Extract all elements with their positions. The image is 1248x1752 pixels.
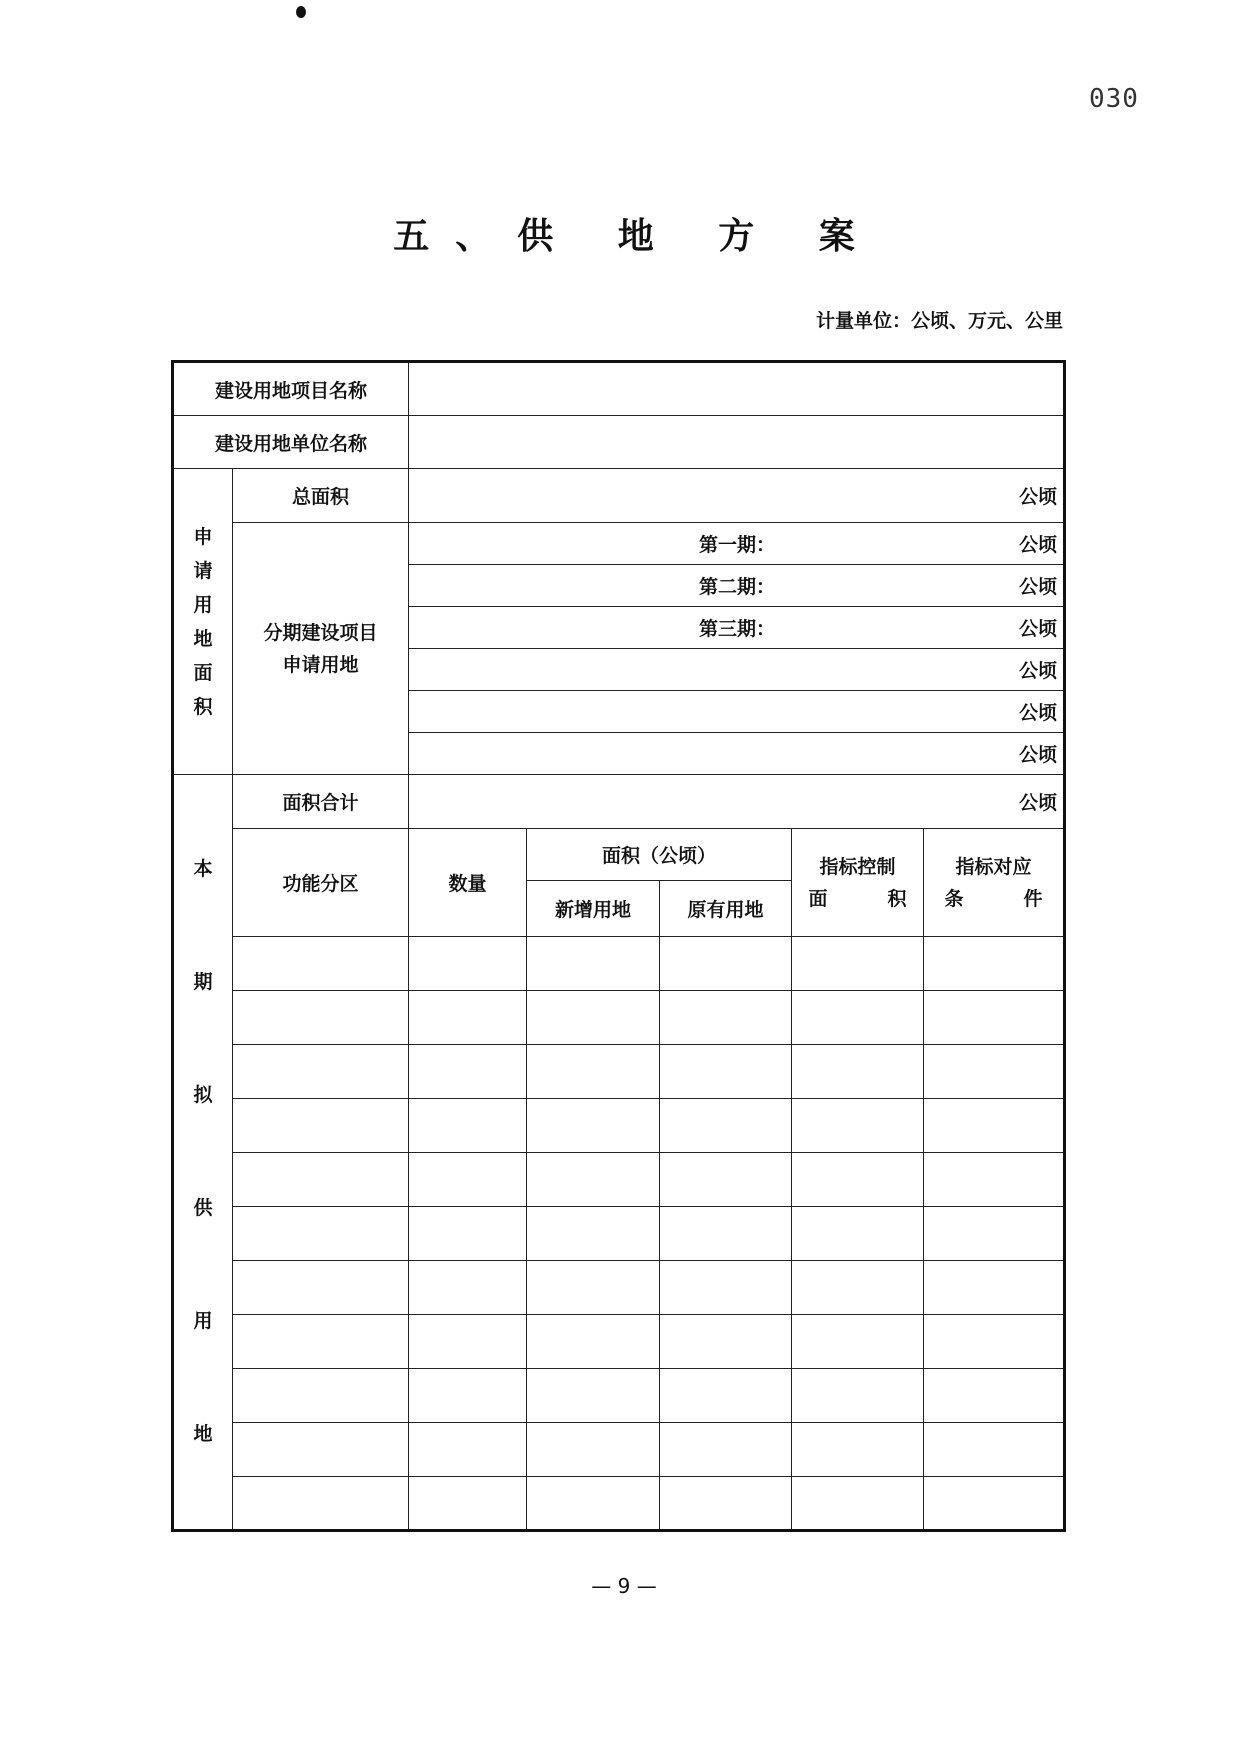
table-cell[interactable] [924,1477,1065,1531]
table-cell[interactable] [409,1099,527,1153]
table-cell[interactable] [409,937,527,991]
table-row [173,991,1065,1045]
table-cell[interactable] [792,1369,924,1423]
table-cell[interactable] [527,1477,660,1531]
table-cell[interactable] [792,1261,924,1315]
table-cell[interactable] [233,1477,409,1531]
table-cell[interactable] [660,1423,792,1477]
table-cell[interactable] [924,1261,1065,1315]
table-cell[interactable] [924,1045,1065,1099]
table-cell[interactable] [924,1207,1065,1261]
table-row [173,1315,1065,1369]
unit-hectare: 公顷 [1019,618,1058,640]
table-cell[interactable] [409,991,527,1045]
table-cell[interactable] [409,1423,527,1477]
phase-2-label: 第二期： [699,576,776,598]
area-total-row [173,775,1065,829]
table-cell[interactable] [527,1315,660,1369]
supply-vertical-label [173,775,233,1531]
control-area-line2 [798,883,917,915]
table-cell[interactable] [924,991,1065,1045]
table-cell[interactable] [527,1153,660,1207]
table-cell[interactable] [527,1423,660,1477]
table-row [173,937,1065,991]
table-row [173,1369,1065,1423]
table-cell[interactable] [233,991,409,1045]
control-area-line1: 指标控制 [819,855,896,878]
table-cell[interactable] [924,937,1065,991]
control-area-char2: 积 [887,887,907,910]
land-supply-form [171,360,1066,1532]
phase-row-1 [173,523,1065,565]
control-area-char1: 面 [808,887,828,910]
phase-3-label: 第三期： [699,618,776,640]
new-land-header: 新增用地 [527,881,660,937]
table-cell[interactable] [660,991,792,1045]
unit-name-row [173,416,1065,469]
conditions-char2: 件 [1023,887,1043,910]
total-area-label: 总面积 [233,469,409,523]
table-row [173,1099,1065,1153]
table-cell[interactable] [409,1477,527,1531]
table-cell[interactable] [233,1099,409,1153]
unit-name-label: 建设用地单位名称 [173,416,409,469]
table-cell[interactable] [660,1153,792,1207]
table-cell[interactable] [527,991,660,1045]
table-cell[interactable] [660,1369,792,1423]
table-cell[interactable] [527,1207,660,1261]
table-cell[interactable] [527,1045,660,1099]
unit-hectare: 公顷 [1019,744,1058,766]
table-cell[interactable] [409,1369,527,1423]
control-area-header [792,829,924,937]
table-cell[interactable] [527,1261,660,1315]
conditions-header [924,829,1065,937]
conditions-line2 [930,883,1057,915]
table-cell[interactable] [233,937,409,991]
page-stamp: 030 [1089,84,1139,114]
table-cell[interactable] [792,1153,924,1207]
table-cell[interactable] [660,1099,792,1153]
phase-1-label: 第一期： [699,534,776,556]
unit-hectare: 公顷 [1019,486,1058,508]
table-cell[interactable] [792,1099,924,1153]
table-cell[interactable] [233,1261,409,1315]
table-cell[interactable] [792,991,924,1045]
unit-hectare: 公顷 [1019,534,1058,556]
phased-label [233,523,409,775]
table-cell[interactable] [409,1153,527,1207]
table-cell[interactable] [792,937,924,991]
zone-header: 功能分区 [233,829,409,937]
table-cell[interactable] [233,1153,409,1207]
table-cell[interactable] [792,1045,924,1099]
project-name-row [173,362,1065,416]
area-group-header: 面积（公顷） [527,829,792,881]
table-cell[interactable] [527,937,660,991]
table-row [173,1261,1065,1315]
table-cell[interactable] [792,1315,924,1369]
project-name-label: 建设用地项目名称 [173,362,409,416]
table-cell[interactable] [527,1099,660,1153]
unit-name-field[interactable] [409,416,1065,469]
table-cell[interactable] [660,1261,792,1315]
table-cell[interactable] [233,1315,409,1369]
area-total-label: 面积合计 [233,775,409,829]
table-cell[interactable] [792,1207,924,1261]
table-row [173,1423,1065,1477]
table-cell[interactable] [527,1369,660,1423]
phased-text: 分期建设项目 申请用地 [263,621,378,676]
unit-hectare: 公顷 [1019,702,1058,724]
phase-1-field[interactable] [409,523,1065,565]
project-name-field[interactable] [409,362,1065,416]
total-area-row [173,469,1065,523]
table-cell[interactable] [409,1207,527,1261]
table-row [173,1207,1065,1261]
supply-text: 本 期 拟 供 用 地 [193,858,213,1445]
area-total-field[interactable] [409,775,1065,829]
table-cell[interactable] [233,1369,409,1423]
table-cell[interactable] [660,1045,792,1099]
table-row [173,1477,1065,1531]
page-title: 五、供 地 方 案 [393,216,881,257]
table-cell[interactable] [660,1315,792,1369]
table-cell[interactable] [924,1369,1065,1423]
existing-land-header: 原有用地 [660,881,792,937]
table-cell[interactable] [924,1423,1065,1477]
table-cell[interactable] [792,1423,924,1477]
apply-area-vertical-label [173,469,233,775]
phase-4-field[interactable] [409,649,1065,691]
table-cell[interactable] [660,1207,792,1261]
table-cell[interactable] [660,1477,792,1531]
phase-5-field[interactable] [409,691,1065,733]
table-cell[interactable] [409,1261,527,1315]
table-row [173,1045,1065,1099]
phase-6-field[interactable] [409,733,1065,775]
table-cell[interactable] [233,1207,409,1261]
unit-hectare: 公顷 [1019,576,1058,598]
table-cell[interactable] [792,1477,924,1531]
conditions-line1: 指标对应 [955,855,1032,878]
table-cell[interactable] [409,1045,527,1099]
table-cell[interactable] [233,1423,409,1477]
conditions-char1: 条 [944,887,964,910]
page-number: — 9 — [591,1574,657,1598]
table-cell[interactable] [924,1099,1065,1153]
table-cell[interactable] [924,1315,1065,1369]
table-cell[interactable] [233,1045,409,1099]
table-cell[interactable] [924,1153,1065,1207]
phase-3-field[interactable] [409,607,1065,649]
unit-note: 计量单位：公顷、万元、公里 [815,310,1063,332]
table-cell[interactable] [660,937,792,991]
table-row [173,1153,1065,1207]
quantity-header: 数量 [409,829,527,937]
phase-2-field[interactable] [409,565,1065,607]
header-row-1 [173,829,1065,881]
total-area-field[interactable] [409,469,1065,523]
table-cell[interactable] [409,1315,527,1369]
unit-hectare: 公顷 [1019,792,1058,814]
scan-speck [296,6,306,18]
apply-area-text: 申 请 用 地 面 积 [193,525,213,718]
unit-hectare: 公顷 [1019,660,1058,682]
